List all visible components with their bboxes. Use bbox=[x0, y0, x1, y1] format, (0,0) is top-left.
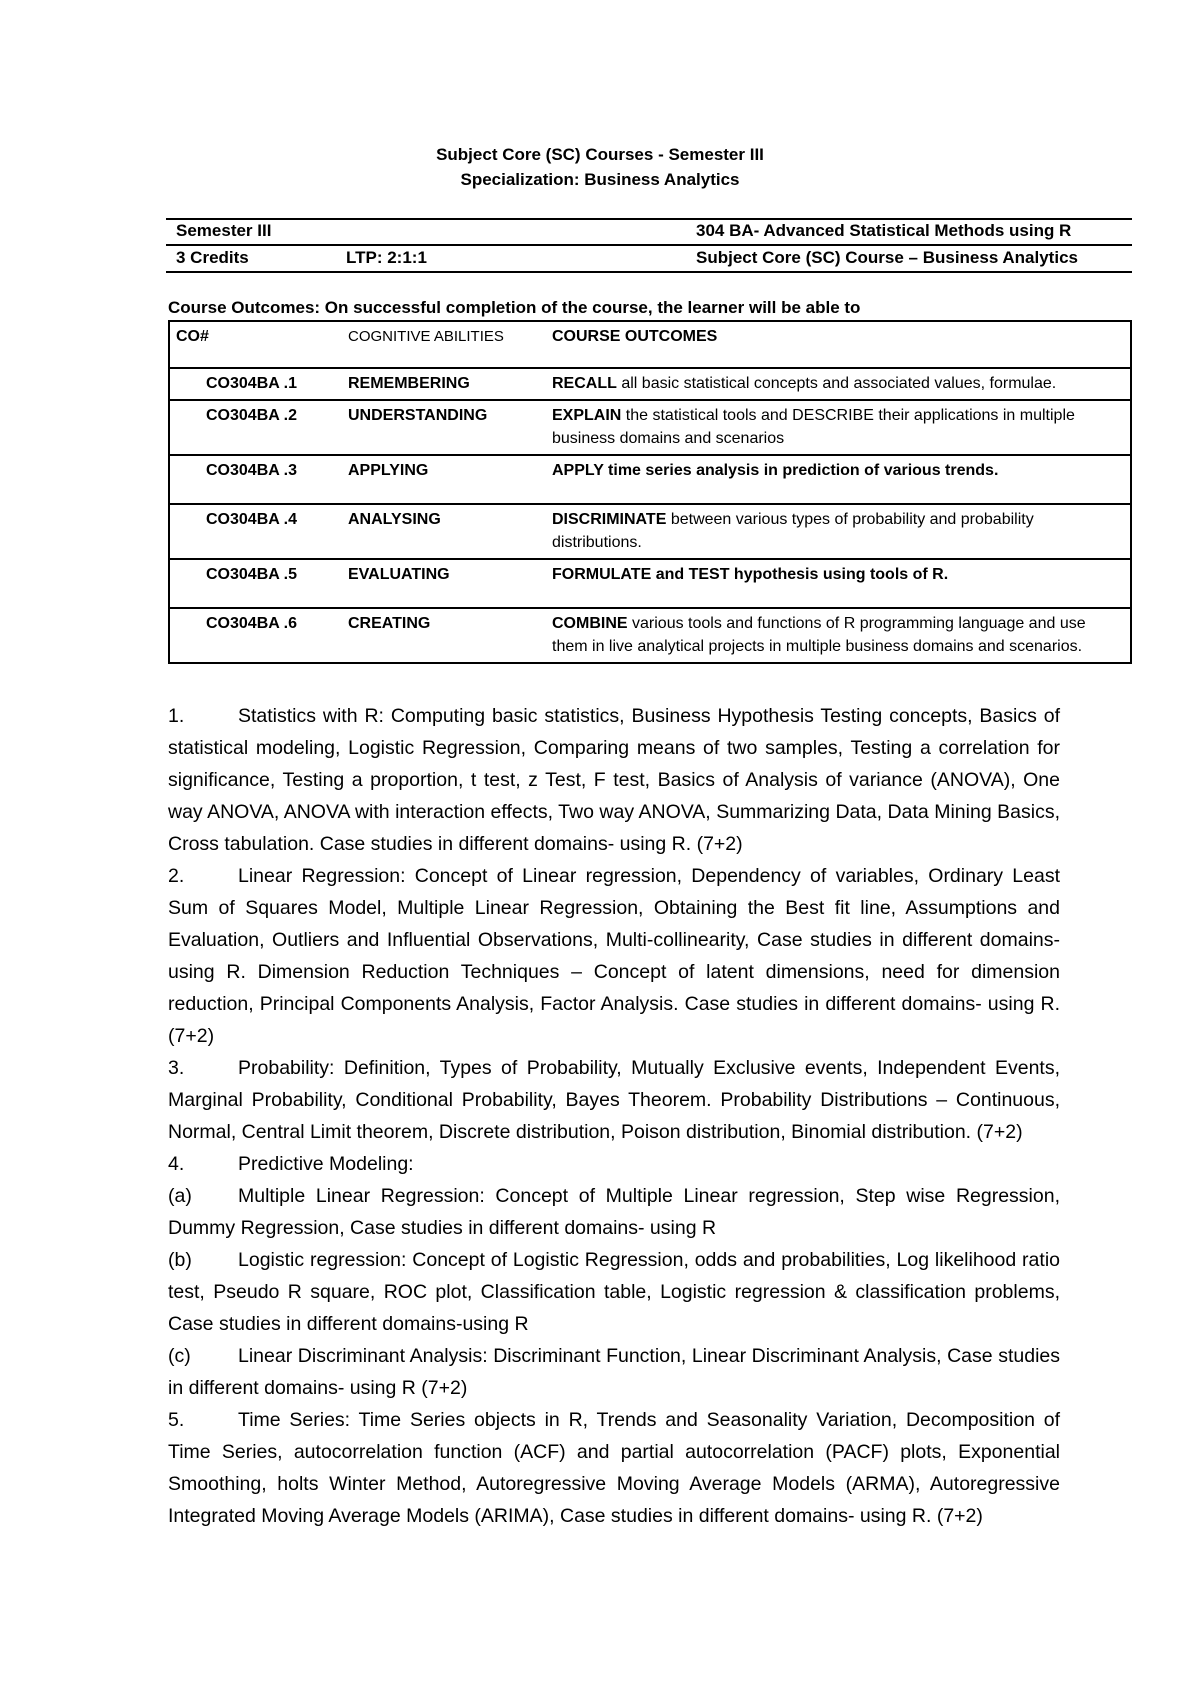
unit-number: 2. bbox=[168, 865, 185, 887]
co-id: CO304BA .2 bbox=[169, 400, 342, 455]
meta-ltp: LTP: 2:1:1 bbox=[346, 248, 427, 267]
co-text: various tools and functions of R programming language and use them in live analytical projects in multiple business domains and scenarios. bbox=[552, 615, 1086, 655]
subunit-letter: (a) bbox=[168, 1185, 192, 1207]
co-id: CO304BA .3 bbox=[169, 455, 342, 504]
unit-text: Time Series: Time Series objects in R, Trends and Seasonality Variation, Decomposition of Time Series, autocorrelation function (ACF) and partial autocorrelation (PACF) plots, Exponential Smoothing, holts Winter Method, Autoregressive Moving Average Models (ARMA), Autoregressive Integrated Moving Average Models (ARIMA), Case studies in different domains- using R. (7+2) bbox=[168, 1409, 1060, 1527]
unit-text: Predictive Modeling: bbox=[238, 1153, 414, 1175]
co-ability: CREATING bbox=[342, 608, 546, 663]
outcomes-intro: Course Outcomes: On successful completion of the course, the learner will be able to bbox=[168, 298, 861, 317]
co-id: CO304BA .6 bbox=[169, 608, 342, 663]
co-text: time series analysis in prediction of various trends. bbox=[603, 462, 999, 479]
header-co-number: CO# bbox=[169, 321, 342, 368]
co-id: CO304BA .5 bbox=[169, 559, 342, 608]
co-ability: REMEMBERING bbox=[342, 368, 546, 400]
syllabus-subunit bbox=[168, 1180, 1060, 1244]
unit-number: 1. bbox=[168, 705, 185, 727]
page-title: Subject Core (SC) Courses - Semester III bbox=[436, 145, 764, 164]
table-row bbox=[169, 559, 1131, 608]
unit-text: Statistics with R: Computing basic statistics, Business Hypothesis Testing concepts, Basics of statistical modeling, Logistic Regression, Comparing means of two samples, Testing a correlation for significance, Testing a proportion, t test, z Test, F test, Basics of Analysis of variance (ANOVA), One way ANOVA, ANOVA with interaction effects, Two way ANOVA, Summarizing Data, Data Mining Basics, Cross tabulation. Case studies in different domains- using R. (7+2) bbox=[168, 705, 1060, 855]
syllabus-unit bbox=[168, 1052, 1060, 1148]
meta-course-type: Subject Core (SC) Course – Business Analytics bbox=[696, 248, 1078, 267]
co-text: all basic statistical concepts and associated values, formulae. bbox=[616, 375, 1057, 392]
meta-credits: 3 Credits bbox=[176, 248, 249, 267]
table-row bbox=[169, 504, 1131, 559]
syllabus-unit bbox=[168, 700, 1060, 860]
meta-rule-mid bbox=[166, 244, 1132, 246]
meta-rule-bottom bbox=[166, 271, 1132, 273]
co-outcome bbox=[546, 608, 1131, 663]
page-subtitle: Specialization: Business Analytics bbox=[460, 170, 740, 189]
co-outcome bbox=[546, 504, 1131, 559]
table-row bbox=[169, 608, 1131, 663]
co-verb: EXPLAIN bbox=[552, 407, 622, 424]
syllabus-unit bbox=[168, 1148, 1060, 1180]
table-header-row bbox=[169, 321, 1131, 368]
unit-number: 5. bbox=[168, 1409, 185, 1431]
unit-number: 4. bbox=[168, 1153, 185, 1175]
subunit-text: Logistic regression: Concept of Logistic Regression, odds and probabilities, Log likelihood ratio test, Pseudo R square, ROC plot, Classification table, Logistic regression & classification problems, Case studies in different domains-using R bbox=[168, 1249, 1060, 1335]
co-verb: APPLY bbox=[552, 462, 604, 479]
co-ability: ANALYSING bbox=[342, 504, 546, 559]
co-text: between various types of probability and probability distributions. bbox=[552, 511, 1034, 551]
syllabus-body bbox=[168, 700, 1060, 1532]
co-verb: FORMULATE bbox=[552, 566, 652, 583]
co-ability: EVALUATING bbox=[342, 559, 546, 608]
course-outcomes-table bbox=[168, 320, 1132, 664]
meta-row-1 bbox=[166, 218, 1132, 244]
unit-number: 3. bbox=[168, 1057, 185, 1079]
meta-semester: Semester III bbox=[176, 221, 272, 240]
co-id: CO304BA .4 bbox=[169, 504, 342, 559]
co-id: CO304BA .1 bbox=[169, 368, 342, 400]
co-verb: COMBINE bbox=[552, 615, 628, 632]
table-row bbox=[169, 400, 1131, 455]
subunit-text: Linear Discriminant Analysis: Discriminant Function, Linear Discriminant Analysis, Case studies in different domains- using R (7+2) bbox=[168, 1345, 1060, 1399]
co-ability: UNDERSTANDING bbox=[342, 400, 546, 455]
syllabus-subunit bbox=[168, 1244, 1060, 1340]
table-row bbox=[169, 455, 1131, 504]
co-outcome bbox=[546, 559, 1131, 608]
co-verb: RECALL bbox=[552, 375, 617, 392]
subunit-letter: (c) bbox=[168, 1345, 191, 1367]
syllabus-unit bbox=[168, 1404, 1060, 1532]
co-ability: APPLYING bbox=[342, 455, 546, 504]
meta-course-name: 304 BA- Advanced Statistical Methods using R bbox=[696, 221, 1072, 240]
co-text: the statistical tools and DESCRIBE their applications in multiple business domains and scenarios bbox=[552, 407, 1075, 447]
subunit-text: Multiple Linear Regression: Concept of Multiple Linear regression, Step wise Regression, Dummy Regression, Case studies in different domains- using R bbox=[168, 1185, 1060, 1239]
meta-row-2 bbox=[166, 245, 1132, 271]
unit-text: Probability: Definition, Types of Probability, Mutually Exclusive events, Independent Events, Marginal Probability, Conditional Probability, Bayes Theorem. Probability Distributions – Continuous, Normal, Central Limit theorem, Discrete distribution, Poison distribution, Binomial distribution. (7+2) bbox=[168, 1057, 1060, 1143]
header-cognitive-abilities: COGNITIVE ABILITIES bbox=[342, 321, 546, 368]
co-outcome bbox=[546, 368, 1131, 400]
co-outcome bbox=[546, 400, 1131, 455]
co-outcome bbox=[546, 455, 1131, 504]
unit-text: Linear Regression: Concept of Linear regression, Dependency of variables, Ordinary Least Sum of Squares Model, Multiple Linear Regression, Obtaining the Best fit line, Assumptions and Evaluation, Outliers and Influential Observations, Multi-collinearity, Case studies in different domains- using R. Dimension Reduction Techniques – Concept of latent dimensions, need for dimension reduction, Principal Components Analysis, Factor Analysis. Case studies in different domains- using R. (7+2) bbox=[168, 865, 1060, 1047]
subunit-letter: (b) bbox=[168, 1249, 192, 1271]
syllabus-subunit bbox=[168, 1340, 1060, 1404]
header-course-outcomes: COURSE OUTCOMES bbox=[546, 321, 1131, 368]
co-verb: DISCRIMINATE bbox=[552, 511, 667, 528]
co-text: and TEST hypothesis using tools of R. bbox=[651, 566, 949, 583]
syllabus-unit bbox=[168, 860, 1060, 1052]
table-row bbox=[169, 368, 1131, 400]
